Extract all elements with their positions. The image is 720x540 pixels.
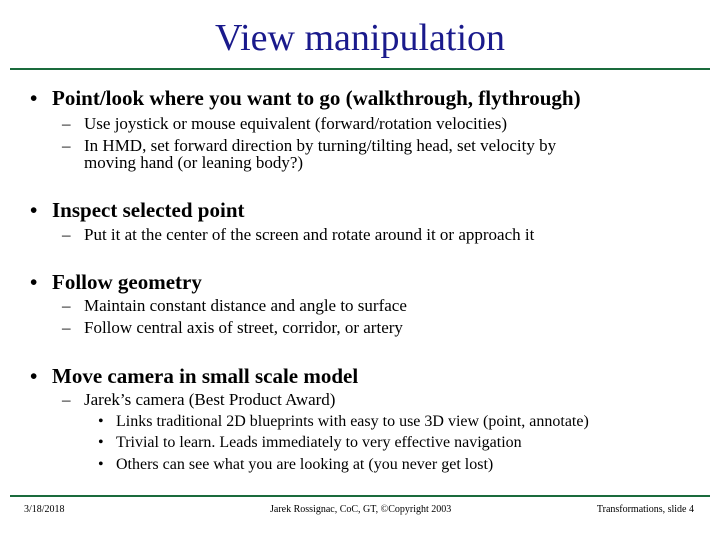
bullet-icon: • — [30, 198, 38, 222]
bullet-icon: • — [98, 413, 104, 430]
sub-item-text: In HMD, set forward direction by turning/tilting head, set velocity by — [84, 136, 557, 155]
dash-icon: – — [62, 114, 71, 133]
sub-sub-item-text: Others can see what you are looking at (you never get lost) — [116, 456, 494, 473]
dash-icon: – — [62, 318, 71, 337]
dash-icon: – — [62, 390, 71, 409]
bullet-text: Point/look where you want to go (walkthrough, flythrough) — [52, 86, 581, 110]
dash-icon: – — [62, 136, 71, 155]
sub-item-text: Maintain constant distance and angle to surface — [84, 296, 407, 315]
bullet-text: Inspect selected point — [52, 198, 245, 222]
footer-author: Jarek Rossignac, CoC, GT, ©Copyright 2003 — [270, 504, 452, 515]
title-divider — [10, 68, 710, 70]
sub-item-text: Use joystick or mouse equivalent (forward/rotation velocities) — [84, 114, 507, 133]
bullet-text: Follow geometry — [52, 270, 202, 294]
dash-icon: – — [62, 296, 71, 315]
bullet-text: Move camera in small scale model — [52, 364, 359, 388]
bullet-icon: • — [98, 434, 104, 451]
footer-slide-number: Transformations, slide 4 — [596, 504, 694, 515]
footer-date: 3/18/2018 — [24, 504, 65, 515]
bullet-icon: • — [30, 270, 38, 294]
sub-item-text: Follow central axis of street, corridor, or artery — [84, 318, 403, 337]
bullet-icon: • — [98, 456, 104, 473]
sub-item-text: Jarek’s camera (Best Product Award) — [84, 390, 336, 409]
bullet-icon: • — [30, 86, 38, 110]
footer-divider — [10, 495, 710, 497]
slide-title: View manipulation — [214, 17, 506, 59]
sub-sub-item-text: Trivial to learn. Leads immediately to very effective navigation — [116, 434, 522, 451]
sub-sub-item-text: Links traditional 2D blueprints with easy to use 3D view (point, annotate) — [116, 413, 589, 430]
bullet-icon: • — [30, 364, 38, 388]
sub-item-text: moving hand (or leaning body?) — [84, 153, 304, 172]
sub-item-text: Put it at the center of the screen and rotate around it or approach it — [84, 225, 535, 244]
dash-icon: – — [62, 225, 71, 244]
